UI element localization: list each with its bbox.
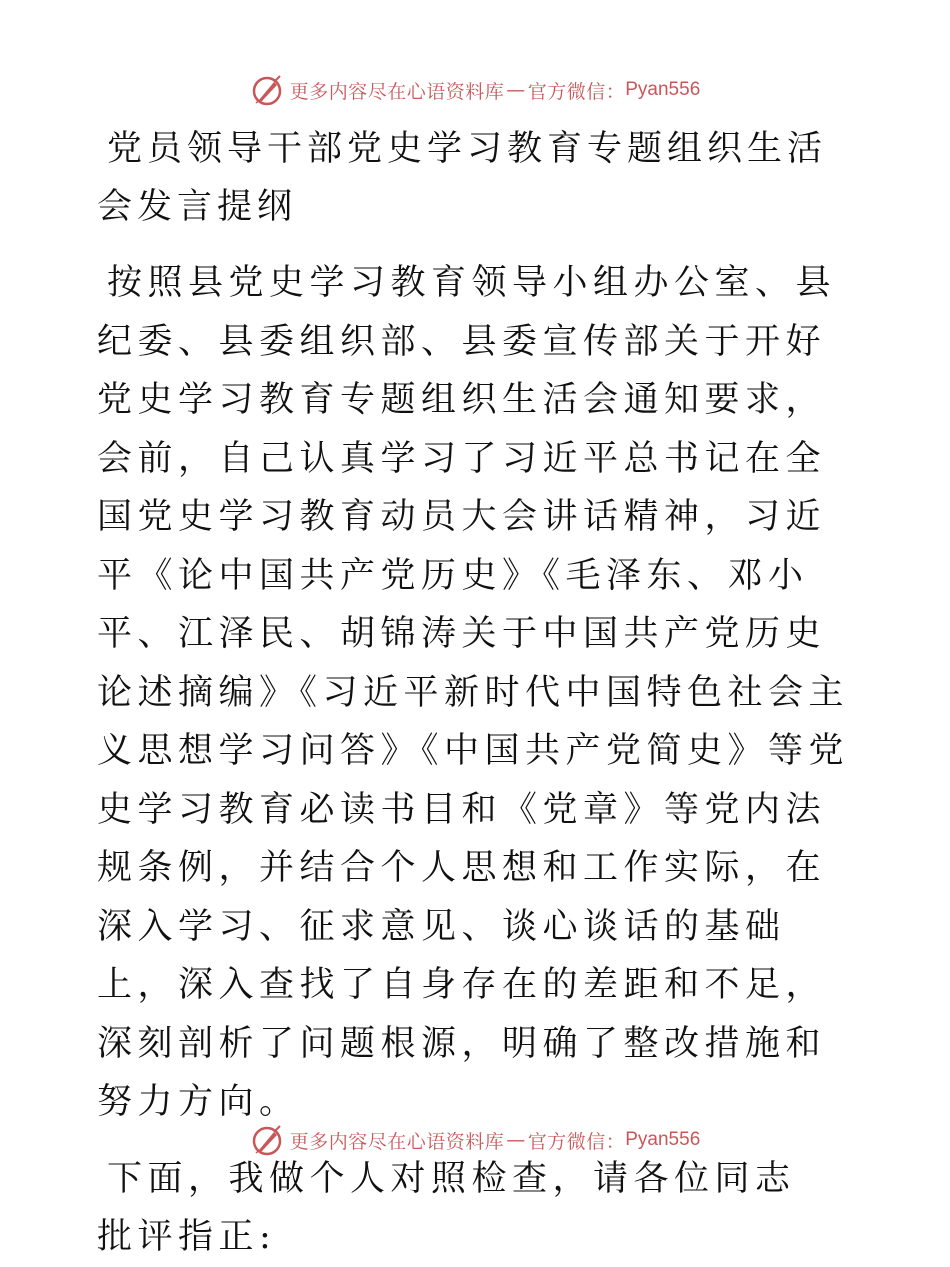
header-watermark: [0, 70, 950, 110]
document-title: 党员领导干部党史学习教育专题组织生活会发言提纲: [97, 129, 828, 227]
watermark-label: 官方微信：: [527, 80, 626, 103]
quill-logo-icon: [250, 1123, 284, 1157]
watermark-dash: —: [506, 79, 526, 101]
footer-watermark: [0, 1120, 950, 1160]
watermark-dash: —: [506, 1129, 526, 1151]
watermark-wechat-id: Pyan556: [625, 79, 701, 100]
document-body: [97, 120, 857, 1267]
watermark-wechat-id: Pyan556: [625, 1129, 701, 1150]
watermark-label: 官方微信：: [527, 1130, 626, 1153]
quill-logo-icon: [250, 73, 284, 107]
watermark-site-text: 更多内容尽在心语资料库: [289, 1130, 505, 1153]
body-paragraph: 按照县党史学习教育领导小组办公室、县纪委、县委组织部、县委宣传部关于开好党史学习教育专题组织生活会通知要求，会前，自己认真学习了习近平总书记在全国党史学习教育动员大会讲话精神，习近平《论中国共产党历史》《毛泽东、邓小平、江泽民、胡锦涛关于中国共产党历史论述摘编》《习近平新时代中国特色社会主义思想学习问答》《中国共产党简史》等党史学习教育必读书目和《党章》等党内法规条例，并结合个人思想和工作实际，在深入学习、征求意见、谈心谈话的基础上，深入查找了自身存在的差距和不足，深刻剖析了问题根源，明确了整改措施和努力方向。: [97, 263, 850, 1122]
watermark-site-text: 更多内容尽在心语资料库: [289, 80, 505, 103]
closing-paragraph: 下面，我做个人对照检查，请各位同志批评指正:: [97, 1158, 796, 1257]
